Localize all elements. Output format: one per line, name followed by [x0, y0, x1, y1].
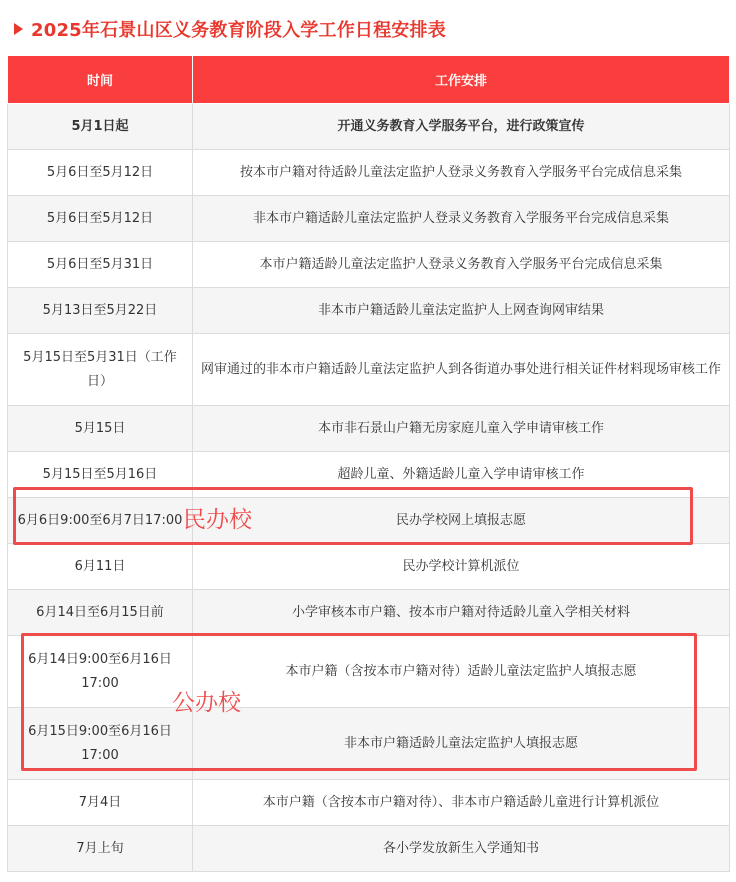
public-school-label: 公办校 — [172, 690, 241, 716]
table-row — [8, 544, 730, 590]
cell-task: 本市非石景山户籍无房家庭儿童入学申请审核工作 — [193, 406, 730, 452]
cell-time: 5月6日至5月31日 — [8, 242, 193, 288]
cell-time: 6月14日9:00至6月16日17:00 — [8, 636, 193, 708]
table-row — [8, 406, 730, 452]
table-row — [8, 242, 730, 288]
cell-time: 6月15日9:00至6月16日17:00 — [8, 708, 193, 780]
table-row — [8, 826, 730, 872]
cell-time: 5月6日至5月12日 — [8, 196, 193, 242]
table-row — [8, 452, 730, 498]
cell-time: 6月11日 — [8, 544, 193, 590]
page-header — [14, 14, 446, 44]
table-row — [8, 196, 730, 242]
cell-task: 本市户籍适龄儿童法定监护人登录义务教育入学服务平台完成信息采集 — [193, 242, 730, 288]
cell-task: 非本市户籍适龄儿童法定监护人上网查询网审结果 — [193, 288, 730, 334]
cell-time: 5月13日至5月22日 — [8, 288, 193, 334]
cell-task: 各小学发放新生入学通知书 — [193, 826, 730, 872]
private-school-label: 民办校 — [183, 507, 252, 533]
cell-task: 开通义务教育入学服务平台，进行政策宣传 — [193, 104, 730, 150]
table-row — [8, 288, 730, 334]
triangle-bullet-icon — [14, 23, 23, 35]
cell-task: 非本市户籍适龄儿童法定监护人填报志愿 — [193, 708, 730, 780]
cell-time: 7月上旬 — [8, 826, 193, 872]
cell-task: 非本市户籍适龄儿童法定监护人登录义务教育入学服务平台完成信息采集 — [193, 196, 730, 242]
page-title: 2025年石景山区义务教育阶段入学工作日程安排表 — [31, 20, 446, 41]
cell-time: 5月15日 — [8, 406, 193, 452]
cell-task: 本市户籍（含按本市户籍对待）、非本市户籍适龄儿童进行计算机派位 — [193, 780, 730, 826]
cell-task: 按本市户籍对待适龄儿童法定监护人登录义务教育入学服务平台完成信息采集 — [193, 150, 730, 196]
cell-time: 7月4日 — [8, 780, 193, 826]
schedule-table — [7, 55, 730, 872]
table-row — [8, 150, 730, 196]
cell-task: 民办学校计算机派位 — [193, 544, 730, 590]
table-row — [8, 498, 730, 544]
table-row — [8, 636, 730, 708]
table-row — [8, 780, 730, 826]
table-row — [8, 590, 730, 636]
cell-time: 5月15日至5月16日 — [8, 452, 193, 498]
cell-task: 本市户籍（含按本市户籍对待）适龄儿童法定监护人填报志愿 — [193, 636, 730, 708]
table-header-row — [8, 56, 730, 104]
cell-task: 网审通过的非本市户籍适龄儿童法定监护人到各街道办事处进行相关证件材料现场审核工作 — [193, 334, 730, 406]
cell-task: 小学审核本市户籍、按本市户籍对待适龄儿童入学相关材料 — [193, 590, 730, 636]
header-task: 工作安排 — [193, 56, 730, 104]
table-row — [8, 708, 730, 780]
cell-task: 超龄儿童、外籍适龄儿童入学申请审核工作 — [193, 452, 730, 498]
cell-time: 5月1日起 — [8, 104, 193, 150]
header-time: 时间 — [8, 56, 193, 104]
cell-time: 6月6日9:00至6月7日17:00 — [8, 498, 193, 544]
cell-time: 5月6日至5月12日 — [8, 150, 193, 196]
cell-time: 6月14日至6月15日前 — [8, 590, 193, 636]
cell-task: 民办学校网上填报志愿 — [193, 498, 730, 544]
cell-time: 5月15日至5月31日（工作日） — [8, 334, 193, 406]
table-row — [8, 104, 730, 150]
table-row — [8, 334, 730, 406]
